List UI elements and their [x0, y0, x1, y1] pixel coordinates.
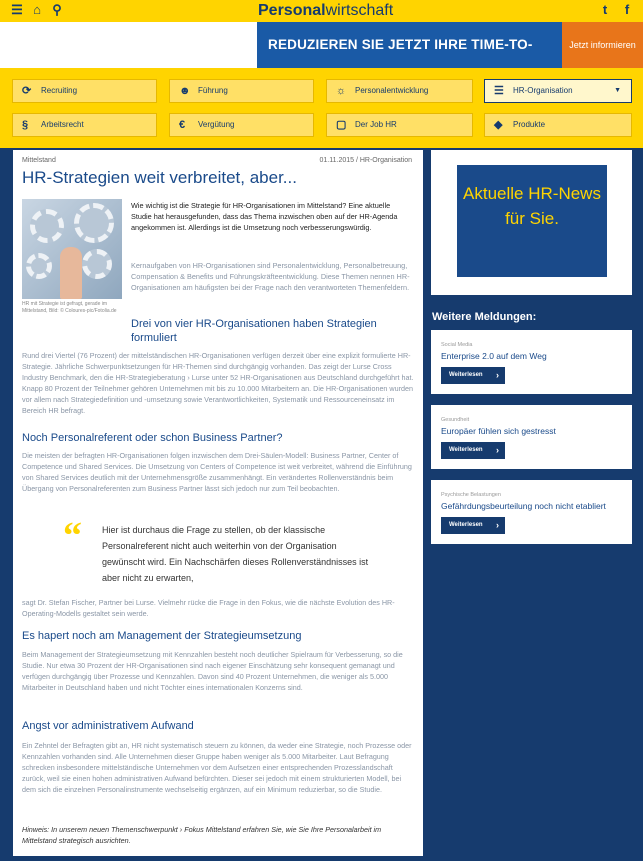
banner-headline[interactable]: REDUZIEREN SIE JETZT IHRE TIME-TO-: [257, 22, 562, 68]
section-heading: Drei von vier HR-Organisationen haben Strategien formuliert: [131, 318, 377, 344]
more-news-heading: Weitere Meldungen:: [432, 311, 537, 323]
gear-icon: [30, 209, 64, 243]
image-caption: HR mit Strategie ist gefragt, gerade im Mittelstand, Bild: © Coloures-pic/Fotolia.de: [22, 301, 117, 314]
site-logo[interactable]: Personalwirtschaft: [258, 2, 394, 19]
news-category: Gesundheit: [441, 417, 470, 423]
read-more-button[interactable]: Weiterlesen ›: [441, 367, 505, 384]
team-icon: ☻: [179, 85, 191, 97]
nav-der-job-hr[interactable]: ▢ Der Job HR: [326, 113, 473, 137]
news-title[interactable]: Enterprise 2.0 auf dem Weg: [441, 351, 547, 361]
top-bar: [0, 0, 643, 22]
search-icon[interactable]: ⚲: [52, 2, 62, 17]
twitter-icon[interactable]: t: [602, 2, 608, 17]
article-paragraph: Kernaufgaben von HR-Organisationen sind Personalentwicklung, Personalbetreuung, Compensation & Benefits und Führungskräfteentwicklung. Diese Themen nennen HR-Organisationen am häufigsten bei der Frage nach den verantworteten Themenfeldern.: [131, 261, 410, 292]
category-nav: [0, 68, 643, 148]
org-icon: ☰: [494, 85, 504, 97]
banner-cta-button[interactable]: Jetzt informieren: [562, 22, 643, 68]
article-note: Hinweis: In unserem neuen Themenschwerpunkt › Fokus Mittelstand erfahren Sie, wie Sie Ihre Personalarbeit im Mittelstand strategisch ausrichten.: [22, 825, 382, 845]
gear-icon: [74, 203, 114, 243]
news-title[interactable]: Gefährdungsbeurteilung noch nicht etabliert: [441, 501, 606, 511]
facebook-icon[interactable]: f: [624, 2, 630, 17]
article: [13, 150, 423, 856]
news-category: Social Media: [441, 342, 473, 348]
read-more-button[interactable]: Weiterlesen ›: [441, 517, 505, 534]
quote-icon: “: [63, 515, 82, 557]
article-paragraph: Die meisten der befragten HR-Organisationen folgen inzwischen dem Drei-Säulen-Modell: Business Partner, Center of Competence und Shared Services. Die Umsetzung von Centers of Competence ist weit verbreitet, während die Einführung von Shared Services deutlich mit der Unternehmensgröße zusammenhängt. Ein verändertes Rollenverständnis beim Übergang von Personalreferenten zum Business Partner lässt sich jedoch nur zum Teil beobachten.: [22, 451, 412, 493]
article-paragraph: sagt Dr. Stefan Fischer, Partner bei Lurse. Vielmehr rücke die Frage in den Fokus, wie die nächste Evolution des HR-Operating-Modells gestaltet sein werde.: [22, 598, 395, 618]
gear-icon: [26, 253, 52, 279]
article-paragraph: Rund drei Viertel (76 Prozent) der mittelständischen HR-Organisationen verfügen derzeit über eine explizit formulierte HR-Strategie. Jährliche Schwerpunktsetzungen für HR-Themen sind durchgängig vorhanden. Das zeigt der Lurse Cross Industry Benchmark, den die HR-Strategieberatung › Lurse unter 52 HR-Organisationen aus Deutschland durchgeführt hat. Knapp 80 Prozent der Teilnehmer gehören Unternehmen mit bis zu 10.000 Mitarbeitern an. Die HR-Organisationen wurden vor allem nach Strategiedefinition und -umsetzung sowie Verantwortlichkeiten, Systematik und Ressourceneinsatz im Bereich HR befragt.: [22, 351, 414, 415]
article-paragraph: Ein Zehntel der Befragten gibt an, HR nicht systematisch steuern zu können, da weder eine Strategie, noch Prozesse oder Kennzahlen vorhanden sind. Alle Unternehmen dieser Gruppe haben weniger als 5.000 Mitarbeiter. Laut Befragung schrecken insbesondere mittelständische Unternehmen vor dem Aufsetzen einer entsprechenden Prozesslandschaft zurück, weil sie einen hohen administrativen Aufwand befürchten. Dieser sei jedoch mit einem strukturierten Modell, bei dem sich die einzelnen Personalinstrumente wechselseitig ergänzen, auf ein Minimum reduzierbar, so die Studie.: [22, 741, 412, 794]
article-title: HR-Strategien weit verbreitet, aber...: [22, 168, 297, 187]
nav-hr-organisation[interactable]: ☰ HR-Organisation ▼: [484, 79, 632, 103]
blockquote: Hier ist durchaus die Frage zu stellen, ob der klassische Personalreferent nicht auch weiterhin von der Organisation gewünscht wird. Ein Nachschärfen dieses Rollenverständnisses ist aber nicht zu erwarten,: [102, 525, 369, 583]
article-paragraph: Beim Management der Strategieumsetzung mit Kennzahlen besteht noch deutlicher Spielraum für Verbesserung, so die Studie. Nur etwa 30 Prozent der HR-Organisationen sind nach eigener Einschätzung sehr konsequent gemanagt und verfügen durchgängig über Prozesse und Kennzahlen. Davon sind 40 Prozent Unternehmen, die weniger als 5.000 Mitarbeiter in Deutschland haben und nicht Töchter eines internationalen Konzerns sind.: [22, 650, 403, 692]
article-meta: 01.11.2015 / HR-Organisation: [319, 157, 412, 164]
nav-arbeitsrecht[interactable]: § Arbeitsrecht: [12, 113, 157, 137]
home-icon[interactable]: ⌂: [33, 2, 41, 17]
paragraph-icon: §: [22, 119, 29, 131]
nav-personalentwicklung[interactable]: ☼ Personalentwicklung: [326, 79, 473, 103]
gear-icon: [82, 249, 112, 279]
news-title[interactable]: Europäer fühlen sich gestresst: [441, 426, 556, 436]
ad-banner: [0, 22, 643, 68]
caret-down-icon: ▼: [614, 87, 621, 94]
news-category: Psychische Belastungen: [441, 492, 501, 498]
newsletter-ad[interactable]: Aktuelle HR-News für Sie.: [457, 165, 607, 277]
briefcase-icon: ▢: [336, 119, 347, 131]
nav-produkte[interactable]: ◆ Produkte: [484, 113, 632, 137]
article-intro: Wie wichtig ist die Strategie für HR-Organisationen im Mittelstand? Eine aktuelle Studie hat herausgefunden, dass das Thema inzwischen oben auf der HR-Agenda angekommen ist. Allerdings ist die Umsetzung noch verbesserungswürdig.: [131, 201, 398, 232]
box-icon: ◆: [494, 119, 503, 131]
sidebar-ad: [431, 150, 632, 295]
menu-icon[interactable]: ☰: [11, 2, 23, 17]
read-more-button[interactable]: Weiterlesen ›: [441, 442, 505, 459]
growth-icon: ☼: [336, 85, 347, 97]
article-image: [22, 199, 122, 299]
nav-recruiting[interactable]: ⟳ Recruiting: [12, 79, 157, 103]
news-card: [431, 480, 632, 544]
sidebar: [431, 150, 632, 856]
nav-verguetung[interactable]: € Vergütung: [169, 113, 314, 137]
news-card: [431, 405, 632, 469]
section-heading: Noch Personalreferent oder schon Business Partner?: [22, 432, 283, 444]
news-card: [431, 330, 632, 394]
euro-icon: €: [179, 119, 186, 131]
hand-icon: [60, 247, 82, 299]
section-heading: Es hapert noch am Management der Strategieumsetzung: [22, 630, 302, 642]
handshake-icon: ⟳: [22, 85, 32, 97]
nav-fuehrung[interactable]: ☻ Führung: [169, 79, 314, 103]
section-heading: Angst vor administrativem Aufwand: [22, 720, 194, 732]
article-category[interactable]: Mittelstand: [22, 157, 56, 164]
